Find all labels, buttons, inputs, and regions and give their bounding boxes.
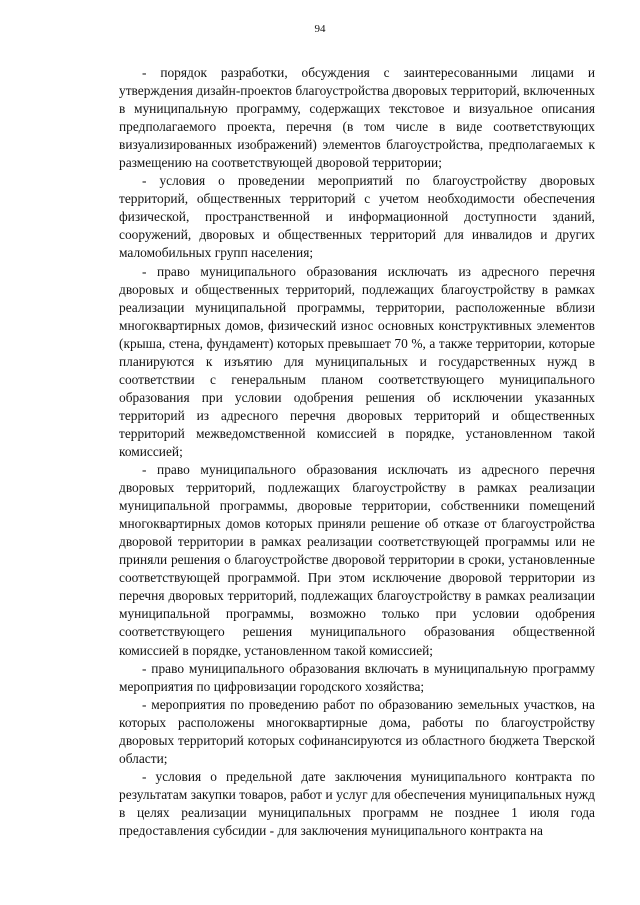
page-number: 94 [314,23,326,35]
document-body [119,64,595,840]
list-item-design-projects: - порядок разработки, обсуждения с заинтересованными лицами и утверждения дизайн-проектов благоустройства дворовых территорий, включенных в муниципальную программу, содержащих текстовое и визуальное описания предполагаемого проекта, перечня (в том числе в виде соответствующих визуализированных изображений) элементов благоустройства, предполагаемых к размещению на соответствующей дворовой территории; [119,65,595,171]
list-item-exclude-yards: - право муниципального образования исключать из адресного перечня дворовых территорий, подлежащих благоустройству в рамках реализации муниципальной программы, дворовые территории, собственники помещений многоквартирных домов которых приняли решение об отказе от благоустройства дворовой территории в рамках реализации соответствующей программы или не приняли решения о благоустройстве дворовой территории в сроки, установленные соответствующей программой. При этом исключение дворовой территории из перечня дворовых территорий, подлежащих благоустройству в рамках реализации муниципальной программы, возможно только при условии одобрения соответствующего решения муниципального образования общественной комиссией в порядке, установленном такой комиссией; [119,462,595,658]
list-item-digitalization: - право муниципального образования включать в муниципальную программу мероприятия по цифровизации городского хозяйства; [119,660,595,694]
list-item-exclude-territories: - право муниципального образования исключать из адресного перечня дворовых и общественных территорий, подлежащих благоустройству в рамках реализации муниципальной программы, территории, расположенные вблизи многоквартирных домов, физический износ основных конструктивных элементов (крыша, стена, фундамент) которых превышает 70 %, а также территории, которые планируются к изъятию для муниципальных и государственных нужд в соответствии с генеральным планом соответствующего муниципального образования при условии одобрения решения об исключении указанных территорий из адресного перечня дворовых территорий и общественных территорий межведомственной комиссией в порядке, установленном такой комиссией; [119,263,595,459]
list-item-contract-deadline: - условия о предельной дате заключения муниципального контракта по результатам закупки товаров, работ и услуг для обеспечения муниципальных нужд в целях реализации муниципальных программ не позднее 1 июля года предоставления субсидии - для заключения муниципального контракта на [119,768,595,838]
list-item-land-plots: - мероприятия по проведению работ по образованию земельных участков, на которых расположены многоквартирные дома, работы по благоустройству дворовых территорий которых софинансируются из областного бюджета Тверской области; [119,696,595,766]
list-item-accessibility: - условия о проведении мероприятий по благоустройству дворовых территорий, общественных территорий с учетом необходимости обеспечения физической, пространственной и информационной доступности зданий, сооружений, дворовых и общественных территорий для инвалидов и других маломобильных групп населения; [119,173,595,261]
